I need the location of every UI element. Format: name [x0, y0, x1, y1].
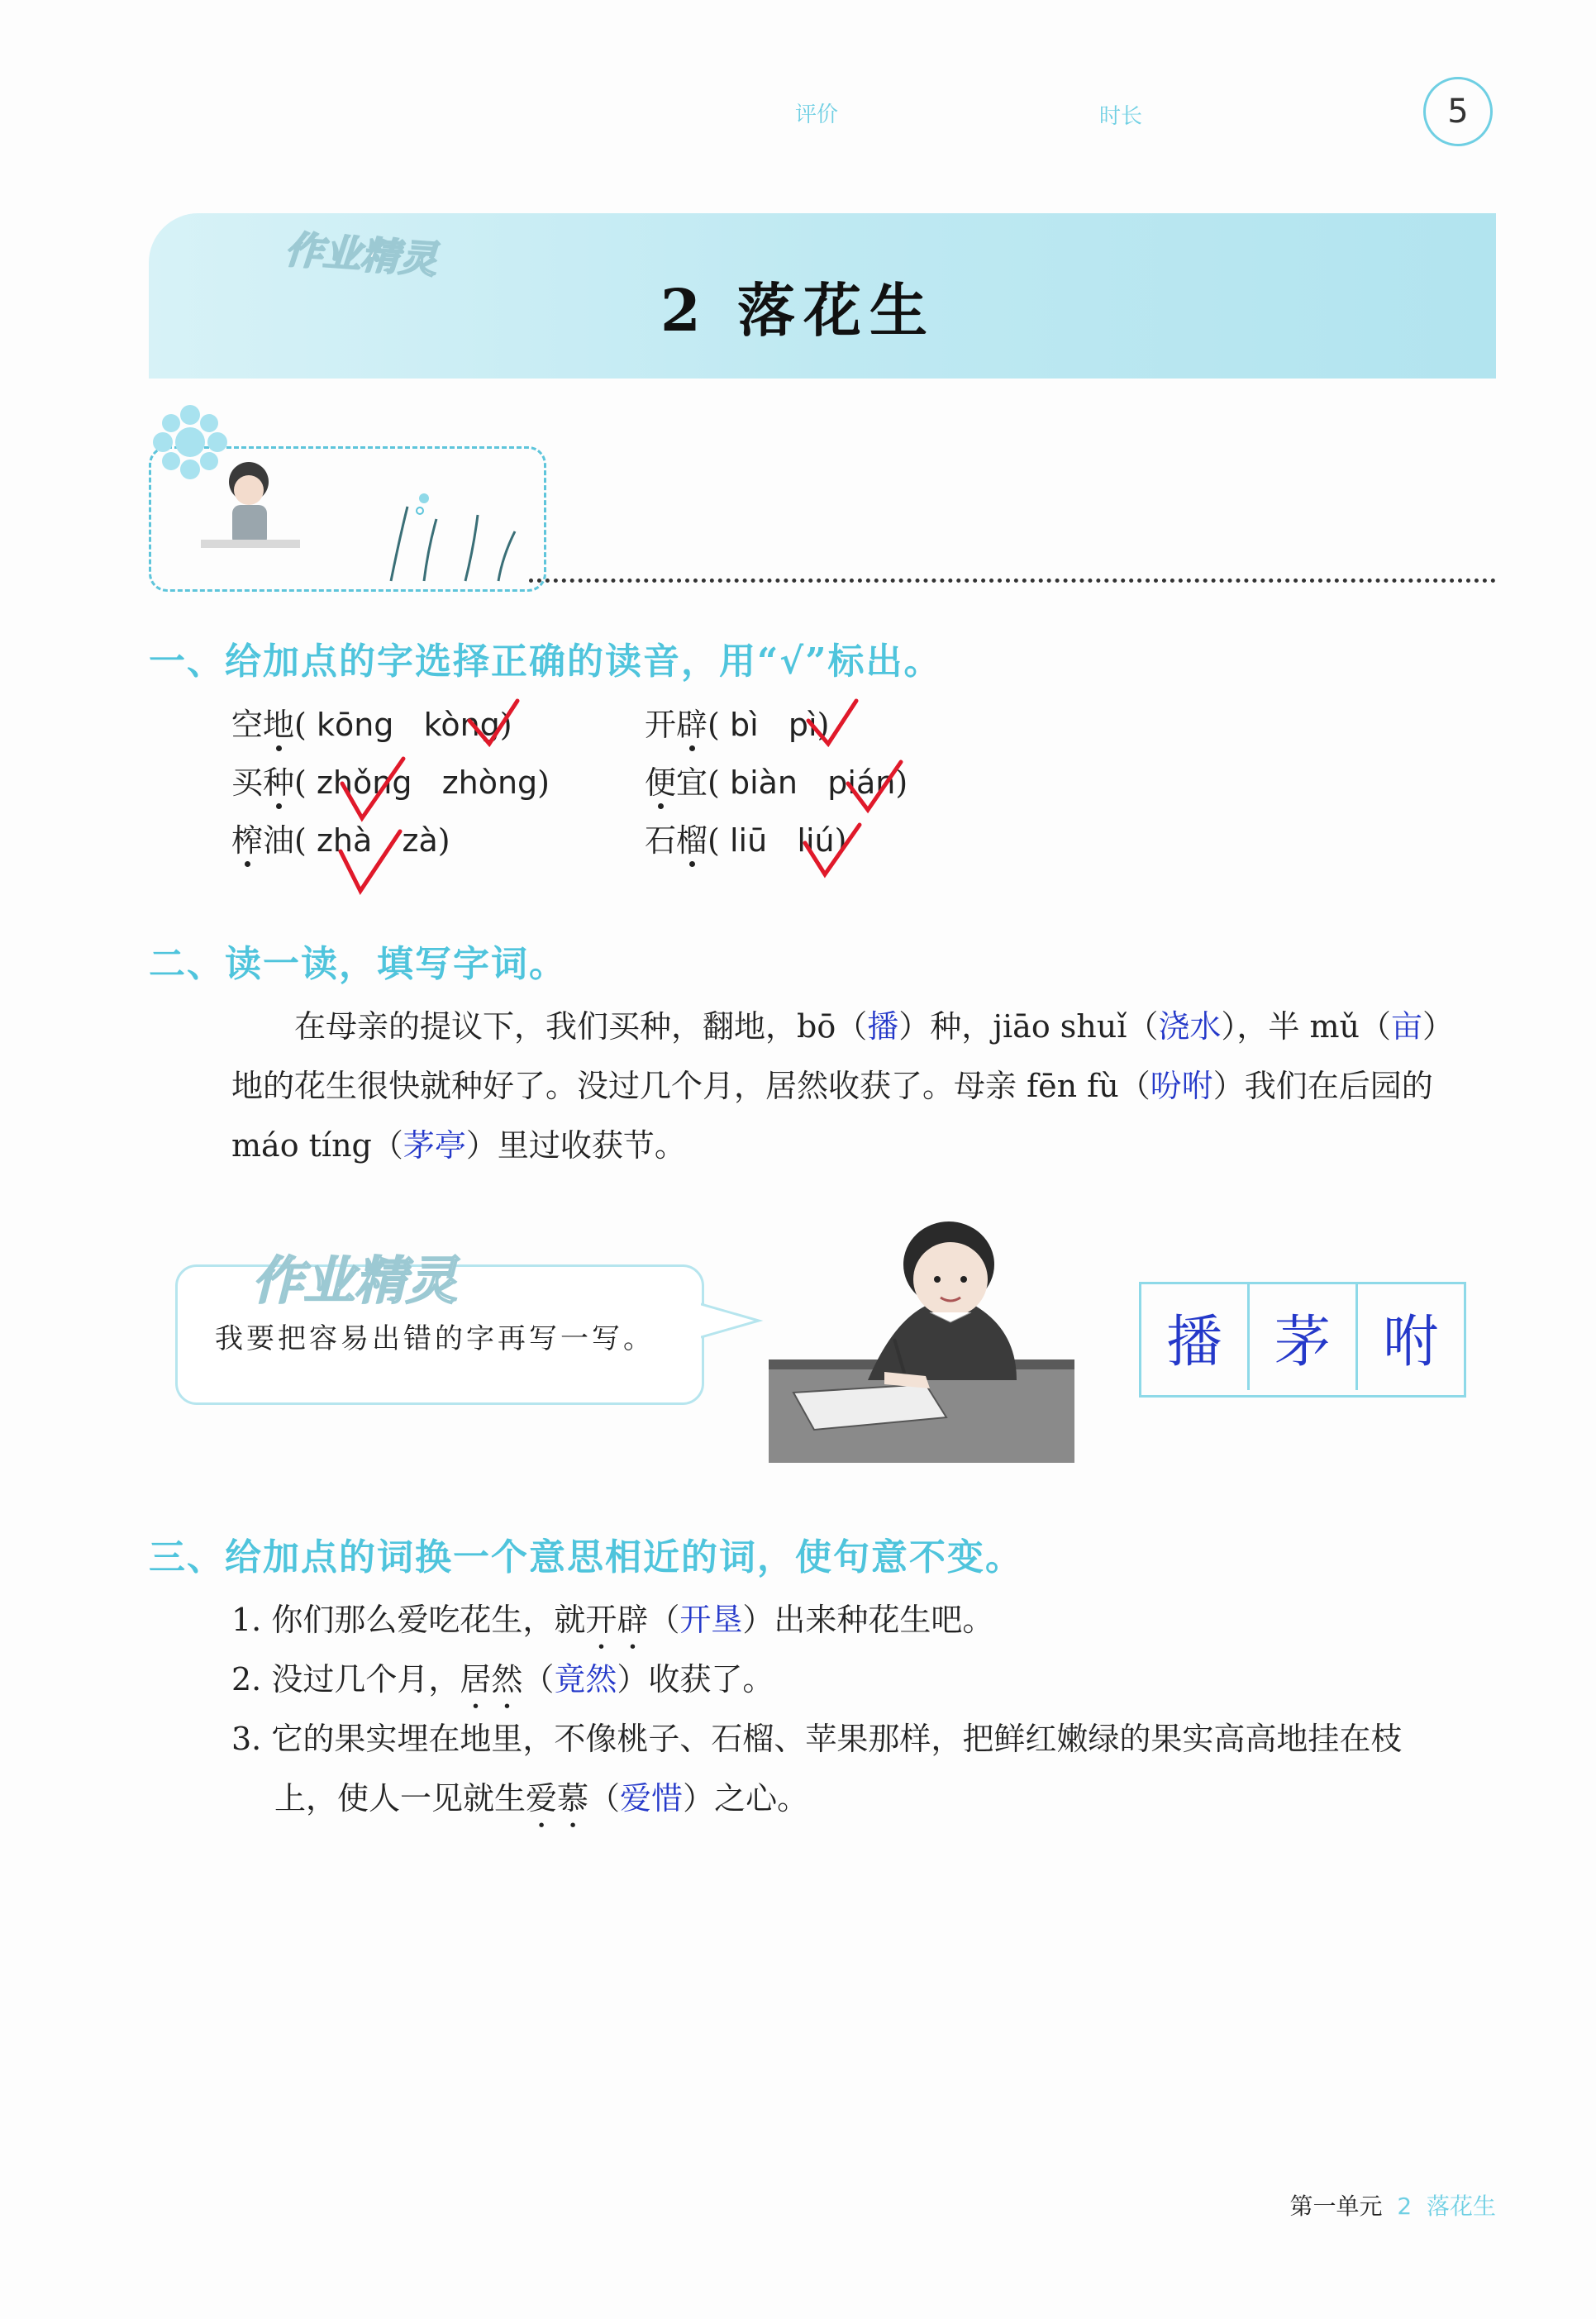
rating-label: 评价	[795, 102, 839, 127]
item-maizhong: 买种( zhǒng zhòng)	[231, 764, 550, 801]
practice-char: 播	[1141, 1284, 1250, 1390]
dotted-divider	[529, 579, 1496, 583]
item-kongdi: 空地( kōng kòng)	[231, 707, 512, 743]
section3-heading: 三、给加点的词换一个意思相近的词，使句意不变。	[149, 1536, 1023, 1579]
bubble-text: 我要把容易出错的字再写一写。	[215, 1322, 655, 1355]
section1-heading: 一、给加点的字选择正确的读音，用“√”标出。	[149, 640, 942, 683]
answer: 浇水	[1158, 1008, 1222, 1045]
item-pianyi: 便宜( biàn pián)	[645, 764, 908, 801]
fill-paragraph-line3: máo tíng（茅亭）里过收获节。	[231, 1127, 686, 1164]
lesson-title: 2 落花生	[660, 276, 936, 345]
item-kaipi: 开辟( bì pì)	[645, 707, 830, 743]
bubble-tail	[701, 1298, 767, 1347]
item-shiliu: 石榴( liū liú)	[645, 822, 847, 859]
answer: 吩咐	[1150, 1068, 1213, 1104]
watermark: 作业精灵	[252, 1250, 458, 1311]
boy-studying-illustration	[769, 1215, 1074, 1463]
practice-char: 咐	[1382, 1309, 1439, 1375]
question-3: 3. 它的果实埋在地里，不像桃子、石榴、苹果那样，把鲜红嫩绿的果实高高地挂在枝 上，使人一见就生爱慕（爱惜）之心。	[231, 1721, 1403, 1817]
fill-paragraph-line1: 在母亲的提议下，我们买种，翻地，bō（播）种，jiāo shuǐ（浇水），半 mǔ（亩）	[294, 1008, 1455, 1045]
answer: 亩	[1391, 1008, 1423, 1045]
flower-icon	[149, 405, 256, 496]
answer: 播	[867, 1008, 899, 1045]
question-2: 2. 没过几个月，居然（竟然）收获了。	[231, 1661, 774, 1698]
answer: 茅亭	[403, 1127, 466, 1164]
answer: 爱惜	[620, 1780, 684, 1817]
answer: 竟然	[554, 1661, 617, 1698]
watermark: 作业精灵	[283, 226, 439, 283]
page-footer: 第一单元 2 落花生	[1289, 2193, 1496, 2220]
page-number: 5	[1423, 77, 1493, 146]
dotted-word: 居然	[460, 1661, 523, 1698]
dotted-word: 爱慕	[526, 1780, 589, 1817]
question-1: 1. 你们那么爱吃花生，就开辟（开垦）出来种花生吧。	[231, 1602, 994, 1638]
dotted-word: 开辟	[585, 1602, 649, 1638]
section2-heading: 二、读一读，填写字词。	[149, 943, 567, 985]
answer: 开垦	[679, 1602, 743, 1638]
fill-paragraph-line2: 地的花生很快就种好了。没过几个月，居然收获了。母亲 fēn fù（吩咐）我们在后园的	[231, 1068, 1433, 1104]
practice-char-grid	[1139, 1282, 1466, 1398]
duration-label: 时长	[1099, 104, 1143, 129]
item-zhayou: 榨油( zhà zà)	[231, 822, 450, 859]
practice-char: 茅	[1250, 1284, 1358, 1390]
